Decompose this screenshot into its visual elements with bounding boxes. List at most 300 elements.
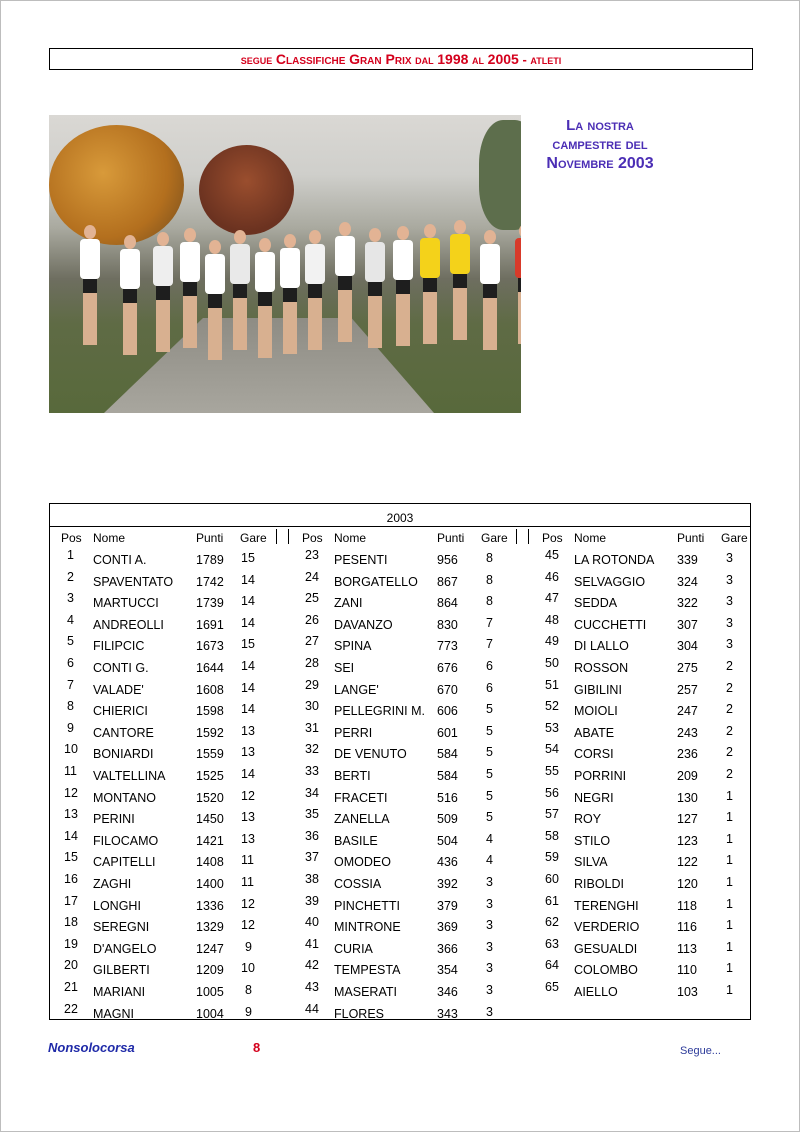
row-points: 366 [437, 941, 458, 956]
table-row [50, 612, 280, 635]
row-races: 2 [726, 745, 733, 760]
row-pos: 25 [305, 591, 319, 606]
row-pos: 46 [545, 569, 559, 584]
runner-legs [453, 274, 467, 340]
row-points: 436 [437, 855, 458, 870]
runner-legs [368, 282, 382, 348]
row-points: 867 [437, 574, 458, 589]
row-name: CUCCHETTI [574, 617, 647, 632]
row-pos: 24 [305, 569, 319, 584]
row-races: 7 [486, 615, 493, 630]
runner-head [309, 230, 321, 244]
col-header-races: Gare [240, 531, 267, 545]
table-row [50, 785, 280, 808]
row-points: 1691 [196, 617, 224, 632]
row-pos: 20 [64, 958, 78, 973]
row-name: SPINA [334, 639, 372, 654]
row-races: 13 [241, 810, 255, 825]
row-races: 14 [241, 680, 255, 695]
row-points: 1408 [196, 855, 224, 870]
col-header-points: Punti [437, 531, 465, 545]
runner-shirt [205, 254, 225, 294]
row-name: PERRI [334, 725, 373, 740]
row-name: DE VENUTO [334, 747, 407, 762]
row-pos: 40 [305, 915, 319, 930]
runner-shirt [393, 240, 413, 280]
runner [204, 240, 226, 350]
row-races: 3 [486, 896, 493, 911]
header-year-from: 1998 [437, 51, 469, 67]
row-races: 8 [486, 551, 493, 565]
runner-shirt [255, 252, 275, 292]
runner [119, 235, 141, 345]
table-row [50, 744, 280, 764]
row-name: SEI [334, 661, 355, 675]
runner-legs [483, 284, 497, 350]
col-header-races: Gare [721, 531, 748, 545]
row-points: 322 [677, 596, 698, 611]
table-row [291, 612, 521, 635]
row-races: 1 [726, 831, 733, 846]
row-pos: 56 [545, 785, 559, 800]
runner-shirt [420, 238, 440, 278]
row-pos: 37 [305, 850, 319, 865]
page-number: 8 [253, 1040, 261, 1055]
row-races: 2 [726, 659, 733, 673]
runner [364, 228, 386, 338]
row-name: AIELLO [574, 985, 618, 999]
table-row [531, 874, 761, 894]
row-races: 15 [241, 551, 255, 565]
row-pos: 17 [64, 893, 78, 908]
publication-name: Nonsolocorsa [48, 1040, 135, 1055]
row-races: 12 [241, 896, 255, 911]
row-name: LA ROTONDA [574, 553, 655, 567]
table-row [531, 917, 761, 937]
row-races: 12 [241, 788, 255, 803]
row-points: 116 [677, 920, 697, 935]
table-row [50, 809, 280, 829]
row-races: 3 [486, 875, 493, 889]
table-row [531, 612, 761, 635]
row-points: 516 [437, 790, 458, 805]
row-races: 11 [241, 853, 254, 868]
table-row [531, 636, 761, 656]
row-races: 7 [486, 637, 493, 652]
table-row [291, 893, 521, 916]
row-pos: 65 [545, 980, 559, 994]
row-pos: 32 [305, 742, 319, 757]
runner [479, 230, 501, 340]
row-races: 1 [726, 788, 733, 803]
row-pos: 59 [545, 850, 559, 865]
table-row [291, 744, 521, 764]
row-name: SEREGNI [93, 920, 150, 935]
runner-shirt [120, 249, 140, 289]
row-pos: 41 [305, 936, 319, 951]
row-name: MINTRONE [334, 920, 401, 935]
row-name: GESUALDI [574, 941, 638, 956]
row-pos: 8 [67, 699, 74, 714]
row-pos: 6 [67, 656, 74, 670]
col-header-points: Punti [677, 531, 705, 545]
row-name: DI LALLO [574, 639, 629, 654]
row-points: 110 [677, 963, 697, 978]
row-points: 601 [437, 725, 458, 740]
row-name: ABATE [574, 725, 615, 740]
col-header-pos: Pos [61, 531, 82, 545]
row-races: 5 [486, 810, 493, 825]
runner-legs [83, 279, 97, 345]
row-pos: 53 [545, 720, 559, 735]
row-pos: 35 [305, 807, 319, 822]
row-races: 13 [241, 831, 255, 846]
row-name: ZAGHI [93, 877, 132, 891]
runner-shirt [80, 239, 100, 279]
row-points: 1336 [196, 898, 224, 913]
row-points: 209 [677, 769, 698, 783]
table-row [291, 809, 521, 829]
row-races: 5 [486, 767, 493, 781]
row-name: CONTI A. [93, 553, 147, 567]
runner-shirt [153, 246, 173, 286]
row-pos: 15 [64, 850, 78, 865]
row-points: 1598 [196, 704, 224, 719]
row-name: OMODEO [334, 855, 391, 870]
row-pos: 44 [305, 1001, 319, 1016]
header-part5: al [472, 52, 485, 67]
row-pos: 29 [305, 677, 319, 692]
row-pos: 10 [64, 742, 78, 757]
runner [304, 230, 326, 340]
row-points: 830 [437, 617, 458, 632]
row-name: VALADE' [93, 682, 144, 697]
row-name: D'ANGELO [93, 941, 157, 956]
table-row [291, 677, 521, 700]
row-name: VALTELLINA [93, 769, 166, 783]
row-points: 1005 [196, 985, 224, 999]
row-points: 1789 [196, 553, 224, 567]
table-row [50, 828, 280, 851]
row-pos: 62 [545, 915, 559, 930]
row-races: 14 [241, 615, 255, 630]
column-separator [528, 529, 529, 544]
row-races: 4 [486, 853, 493, 868]
row-name: BASILE [334, 833, 378, 848]
row-races: 1 [726, 939, 733, 954]
row-pos: 19 [64, 936, 78, 951]
row-races: 1 [726, 918, 733, 933]
header-part4: dal [415, 52, 434, 67]
runner-legs [123, 289, 137, 355]
row-points: 324 [677, 574, 698, 589]
continues-note: Segue... [680, 1045, 721, 1057]
row-races: 9 [245, 939, 252, 954]
row-points: 113 [677, 941, 697, 956]
row-name: MARTUCCI [93, 596, 159, 611]
col-header-points: Punti [196, 531, 224, 545]
row-races: 10 [241, 961, 255, 976]
row-races: 3 [726, 615, 733, 630]
header-dash: - [522, 52, 527, 67]
row-points: 369 [437, 920, 458, 935]
row-pos: 26 [305, 612, 319, 627]
runner-legs [308, 284, 322, 350]
row-points: 103 [677, 985, 698, 999]
row-points: 307 [677, 617, 698, 632]
row-name: LONGHI [93, 898, 141, 913]
table-row [291, 593, 521, 613]
row-pos: 51 [545, 677, 559, 692]
table-row [291, 785, 521, 808]
row-points: 773 [437, 639, 458, 654]
row-races: 14 [241, 767, 255, 781]
table-row [291, 720, 521, 743]
runner [279, 234, 301, 344]
row-points: 275 [677, 661, 698, 675]
runner [79, 225, 101, 335]
table-row [531, 809, 761, 829]
row-pos: 55 [545, 764, 559, 778]
row-pos: 48 [545, 612, 559, 627]
table-row [531, 744, 761, 764]
runner-head [234, 230, 246, 244]
table-row [50, 677, 280, 700]
runner-shirt [180, 242, 200, 282]
row-name: MAGNI [93, 1006, 134, 1021]
runner-head [339, 222, 351, 236]
row-points: 379 [437, 898, 458, 913]
runner-head [84, 225, 96, 239]
row-name: CAPITELLI [93, 855, 156, 870]
row-races: 3 [486, 983, 493, 997]
table-row [291, 917, 521, 937]
row-races: 9 [245, 1004, 252, 1019]
row-pos: 11 [64, 764, 77, 778]
row-races: 2 [726, 723, 733, 738]
runner-shirt [480, 244, 500, 284]
table-row [531, 982, 761, 1002]
row-points: 118 [677, 898, 697, 913]
row-pos: 39 [305, 893, 319, 908]
caption-line-2: campestre del [552, 136, 648, 153]
row-points: 122 [677, 855, 698, 870]
row-points: 1525 [196, 769, 224, 783]
runner-legs [396, 280, 410, 346]
table-row [50, 658, 280, 678]
row-races: 4 [486, 831, 493, 846]
table-row [291, 828, 521, 851]
row-races: 11 [241, 875, 254, 889]
col-header-pos: Pos [542, 531, 563, 545]
row-name: ROY [574, 812, 602, 827]
table-row [291, 852, 521, 872]
runner-legs [258, 292, 272, 358]
table-row [291, 1001, 521, 1024]
row-name: FILIPCIC [93, 639, 145, 654]
header-part6: atleti [530, 52, 562, 67]
row-points: 392 [437, 877, 458, 891]
row-races: 2 [726, 680, 733, 695]
runner-head [424, 224, 436, 238]
row-races: 5 [486, 745, 493, 760]
row-races: 1 [726, 961, 733, 976]
row-pos: 5 [67, 634, 74, 649]
row-name: DAVANZO [334, 617, 393, 632]
ranking-table [49, 503, 751, 1020]
row-name: GILBERTI [93, 963, 150, 978]
row-pos: 4 [67, 612, 74, 627]
table-row [291, 569, 521, 592]
row-races: 1 [726, 875, 733, 889]
table-row [50, 1001, 280, 1024]
row-races: 3 [486, 961, 493, 976]
table-row [291, 550, 521, 570]
runner-head [157, 232, 169, 246]
row-pos: 47 [545, 591, 559, 606]
table-row [50, 569, 280, 592]
table-row [50, 893, 280, 916]
runner-legs [183, 282, 197, 348]
row-pos: 31 [305, 720, 319, 735]
header-part1: segue [240, 52, 273, 67]
header-part3: Gran Prix [349, 51, 412, 67]
runner-shirt [280, 248, 300, 288]
row-name: MARIANI [93, 985, 146, 999]
table-row [50, 550, 280, 570]
table-row [50, 852, 280, 872]
row-name: PORRINI [574, 769, 627, 783]
row-points: 1608 [196, 682, 224, 697]
row-pos: 52 [545, 699, 559, 714]
column-separator [276, 529, 277, 544]
row-points: 504 [437, 833, 458, 848]
runner [179, 228, 201, 338]
row-races: 1 [726, 896, 733, 911]
table-row [531, 852, 761, 872]
row-points: 1004 [196, 1006, 224, 1021]
row-name: CHIERICI [93, 704, 148, 719]
table-row [291, 766, 521, 786]
row-points: 956 [437, 553, 458, 567]
row-name: PESENTI [334, 553, 388, 567]
row-name: SELVAGGIO [574, 574, 646, 589]
row-name: COSSIA [334, 877, 382, 891]
row-points: 304 [677, 639, 698, 654]
row-races: 14 [241, 594, 255, 609]
table-row [50, 720, 280, 743]
row-points: 584 [437, 769, 458, 783]
row-name: FILOCAMO [93, 833, 159, 848]
row-points: 130 [677, 790, 698, 805]
row-races: 5 [486, 788, 493, 803]
table-row [291, 960, 521, 980]
photo-caption [530, 116, 670, 173]
row-pos: 58 [545, 828, 559, 843]
runner-head [184, 228, 196, 242]
row-points: 1450 [196, 812, 224, 827]
caption-line-3: Novembre 2003 [546, 155, 654, 172]
header-year-to: 2005 [487, 51, 519, 67]
runner-head [397, 226, 409, 240]
table-row [531, 701, 761, 721]
table-row [291, 982, 521, 1002]
caption-line-1: La nostra [566, 117, 634, 134]
row-name: PERINI [93, 812, 135, 827]
row-points: 1209 [196, 963, 224, 978]
row-pos: 23 [305, 548, 319, 562]
row-points: 247 [677, 704, 698, 719]
runner-head [209, 240, 221, 254]
table-row [50, 593, 280, 613]
row-points: 1592 [196, 725, 224, 740]
table-row [531, 785, 761, 808]
table-row [50, 766, 280, 786]
runner-head [124, 235, 136, 249]
race-photo [49, 115, 521, 413]
runner-legs [208, 294, 222, 360]
runner-head [284, 234, 296, 248]
col-header-pos: Pos [302, 531, 323, 545]
table-row [531, 593, 761, 613]
page-header [49, 48, 753, 70]
row-name: RIBOLDI [574, 877, 625, 891]
row-name: CANTORE [93, 725, 154, 740]
row-name: ANDREOLLI [93, 617, 164, 632]
row-races: 3 [726, 594, 733, 609]
row-races: 1 [726, 810, 733, 825]
header-part2: Classifiche [275, 51, 346, 67]
row-pos: 61 [545, 893, 559, 908]
row-name: GIBILINI [574, 682, 622, 697]
row-races: 5 [486, 702, 493, 717]
row-pos: 50 [545, 656, 559, 670]
row-points: 676 [437, 661, 458, 675]
row-name: FLORES [334, 1006, 385, 1021]
row-pos: 18 [64, 915, 78, 930]
row-pos: 21 [64, 980, 78, 994]
row-pos: 14 [64, 828, 78, 843]
row-name: PELLEGRINI M. [334, 704, 425, 719]
runners-group [74, 210, 521, 345]
row-pos: 22 [64, 1001, 78, 1016]
row-points: 509 [437, 812, 458, 827]
row-races: 15 [241, 637, 255, 652]
runner [229, 230, 251, 340]
col-header-name: Nome [334, 531, 367, 545]
runner-head [259, 238, 271, 252]
row-races: 6 [486, 659, 493, 673]
column-separator [516, 529, 517, 544]
table-row [291, 874, 521, 894]
row-races: 3 [486, 1004, 493, 1019]
row-name: BORGATELLO [334, 574, 418, 589]
row-races: 13 [241, 745, 255, 760]
runner [449, 220, 471, 330]
table-row [531, 569, 761, 592]
table-row [531, 766, 761, 786]
row-name: MONTANO [93, 790, 156, 805]
col-header-races: Gare [481, 531, 508, 545]
runner-head [484, 230, 496, 244]
row-name: CORSI [574, 747, 614, 762]
row-pos: 38 [305, 872, 319, 886]
row-points: 354 [437, 963, 458, 978]
row-name: MASERATI [334, 985, 397, 999]
row-points: 584 [437, 747, 458, 762]
table-row [531, 658, 761, 678]
row-pos: 28 [305, 656, 319, 670]
